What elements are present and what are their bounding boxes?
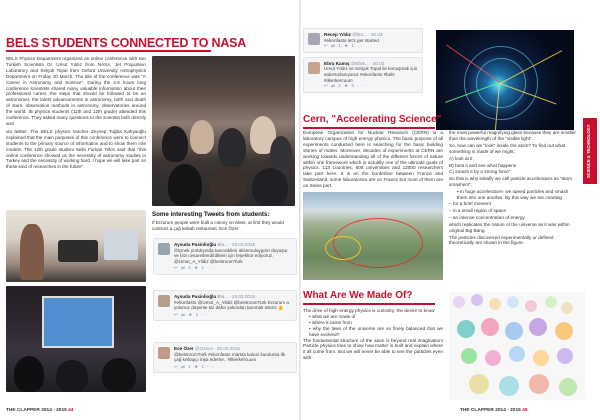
paragraph: the most powerful magnifying glass because they are smaller than the wavelength of the "visible light". bbox=[449, 130, 576, 141]
avatar bbox=[308, 62, 320, 74]
tweets-section-title: Some interesting Tweets from students: bbox=[152, 211, 270, 218]
page-number: 45 bbox=[522, 408, 528, 413]
magazine-name: THE CLAPPER bbox=[460, 408, 494, 413]
option-c: C) smash it by a strong force" bbox=[449, 169, 511, 175]
tweet-text: Ölçmek yurtdışında tanınabilen aklınmıdaygınır duyuşur ve bizi cesaretlendirdikleri için teşekkür ediyoruz. @Umut_A_Yildiz @bestroomTurk bbox=[174, 247, 288, 264]
tweet-stats: ↩ ⇄ 2 ★ 1 ··· bbox=[174, 265, 215, 271]
option-b: B) heat it and see what happens bbox=[449, 162, 517, 168]
tweet-stats: ↩ ⇄ 1 ★ 1 ··· bbox=[174, 363, 215, 369]
list-item: • where it came from bbox=[309, 320, 443, 326]
tweet-handle: @kto... · 20.03 bbox=[352, 32, 383, 37]
headline-underline bbox=[6, 50, 211, 52]
paragraph: which replicates the nature of the universe as it was within original Big Bang. bbox=[449, 221, 570, 233]
made-of-body bbox=[303, 308, 443, 361]
tweet-handle: @Ebrk... · 20.03 bbox=[350, 60, 385, 66]
tweet-card bbox=[153, 238, 297, 275]
list-item: • why the laws of the universe are so finely balanced that we have evolved?. bbox=[309, 326, 443, 338]
paragraph: So, how can we "look" inside the atom? To find out what something is made of we might; bbox=[449, 142, 566, 154]
cern-aerial-map-image bbox=[303, 192, 443, 280]
tweet-card bbox=[303, 57, 423, 93]
page-footer-left bbox=[6, 408, 74, 413]
magazine-years: 2014 - 2015 bbox=[41, 408, 67, 413]
article-headline: BELS STUDENTS CONNECTED TO NASA bbox=[6, 36, 247, 50]
tweet-card bbox=[153, 342, 297, 373]
right-column-text bbox=[449, 130, 579, 247]
page-gutter bbox=[299, 0, 301, 420]
avatar bbox=[158, 295, 170, 307]
made-of-heading: What Are We Made Of? bbox=[303, 290, 413, 301]
conference-classroom-photo bbox=[152, 56, 295, 206]
tweet-author: Aysuda Pasinlioğlu bbox=[174, 242, 217, 247]
tweet-handle: @Ozece · 20.03.2015 bbox=[194, 346, 240, 351]
magazine-years: 2014 - 2015 bbox=[495, 408, 521, 413]
paragraph: The particles discovered experimentally or defined theoretically are shown in the figure. bbox=[449, 234, 554, 246]
tweet-author: Ece Özer bbox=[174, 346, 194, 351]
list-line: – for a brief moment bbox=[449, 200, 491, 206]
list-item: • In huge accelerators- we speed particles and smash them into one another. By this way we are creating bbox=[457, 189, 579, 201]
tweet-handle: Bla... · 20.03.2015 bbox=[217, 294, 256, 299]
tweets-section-intro: If Erzurum people were built a colony on Mars, at first they would contract a çağ kebab restaurant. Ece Özer bbox=[152, 220, 284, 231]
article-body bbox=[6, 56, 146, 172]
made-of-intro: The drive of high-energy physics is curiosity; the desire to know bbox=[303, 308, 435, 313]
tweet-author: Aysuda Pasinlioğlu bbox=[174, 294, 217, 299]
tweet-text: Umut Yıldız ve Selçuk Topal ile konuşmak için sabırsızlanıyoruz #ekonfasto #bels #ilkerkercuum bbox=[324, 66, 418, 83]
tweet-text: #ekonfasto @Umut_A_Yildiz @bestroomTurk Erzurum a yolunuz düşerse siz daha yakından tanımak isteriz 👍 bbox=[174, 299, 289, 311]
list-line: – an intense concentration of energy bbox=[449, 214, 525, 220]
tweet-handle: Bla... · 20.03.2015 bbox=[217, 242, 256, 247]
made-of-outro: The fundamental structure of the atom is beyond real imagination! Particle physics tries to show how matter is built and explain where it all come from. But we will never be able to see the particles even with bbox=[303, 337, 443, 361]
tweet-text: #ekonfasto let's get started bbox=[324, 37, 379, 43]
page-footer-right bbox=[460, 408, 528, 413]
paragraph: So that is why initially we call particle accelerators as "atom smashers". bbox=[449, 176, 573, 188]
avatar bbox=[308, 33, 320, 45]
section-tab bbox=[583, 118, 597, 184]
body-paragraph: BELS Physics Department organized an online conference with two Turkish Scientists Dr. Umut Yıldız from NASA, Jet Propulsion Laboratory and Selçuk Topal from Oxford University Astrophysics Department on Friday 20 March. The title of the conference was "A Career in Astronomy and Science". During the 2.5 hours long conference scientists shared many valuable information about their professional career, the steps that should be followed to be an astronomer, the latest advancements in astronomy, birth and death of stars, observation methods in astronomy, observatories around the world. IB physics students (11th and 12th grade) attended this conference. They asked many questions to the scientist both directly and bbox=[6, 56, 146, 126]
accelerator-list bbox=[449, 189, 579, 201]
cern-heading: Cern, "Accelerating Science" bbox=[303, 114, 442, 125]
body-paragraph: via twitter. The BELS physics teacher Zeynep Tuğba Kahyaoğlu explained that the main purposes of this conference were to connect students to the primary source of information and to show them role models. The 12th grade student Selin Furkan Tekin said that "this online conference showed us the necessity of astronomy studies in Turkey and the necessity of working hard. I hope we will take part on these kind of researches in the future". bbox=[6, 128, 146, 170]
elementary-particles-figure bbox=[449, 292, 585, 400]
tweet-author: Recep Yıldız bbox=[324, 32, 351, 37]
avatar bbox=[158, 347, 170, 359]
made-of-heading-underline bbox=[303, 303, 435, 305]
list-line: – in a small region of space bbox=[449, 207, 507, 213]
option-a: A) look at it bbox=[449, 155, 473, 161]
magazine-name: THE CLAPPER bbox=[6, 408, 40, 413]
avatar bbox=[158, 243, 170, 255]
teacher-photo bbox=[6, 210, 146, 282]
tweet-card bbox=[153, 290, 297, 321]
tweet-stats: ↩ ⇄ 1 ★ 1 ··· bbox=[324, 43, 365, 49]
page-number: 44 bbox=[68, 408, 74, 413]
particle-collision-image bbox=[436, 30, 574, 130]
tweet-card bbox=[303, 28, 423, 53]
list-item: • what we are made of bbox=[309, 314, 443, 320]
tweet-author: Ebru Kamış bbox=[324, 60, 350, 66]
tweet-text: @bestroomTurk #ekonfasto marsta koloni kurulursa ilk çağ kebapçı inşa ederler.. #ilkerkercuum bbox=[174, 351, 285, 363]
tweet-stats: ↩ ⇄ 2 ★ 2 ··· bbox=[324, 83, 365, 89]
cern-body: European Organization for Nuclear Research (CERN) is a laboratory campus of high energy physics. The basic purpose of all experiments conducted here is searching for the basic building stones of matter. Moreover, decades of experiments at CERN are working towards understanding all of the different forces of nature within one framework which is actually one of the ultimate goals of physics. 113 countries, 608 universities and 12000 researchers take part here. It is on the borderline between France and Switzerland, some laboratories are on France but most of them are on Swiss part. bbox=[303, 130, 443, 189]
made-of-bullets bbox=[303, 314, 443, 338]
section-tab-label: SCIENCE & TECHNOLOGY bbox=[586, 124, 591, 178]
top-tweets bbox=[303, 28, 423, 97]
tweet-stats: ↩ ⇄ ★ 1 ··· bbox=[174, 311, 210, 317]
cern-heading-underline bbox=[303, 127, 435, 129]
projection-screen-photo bbox=[6, 286, 146, 392]
